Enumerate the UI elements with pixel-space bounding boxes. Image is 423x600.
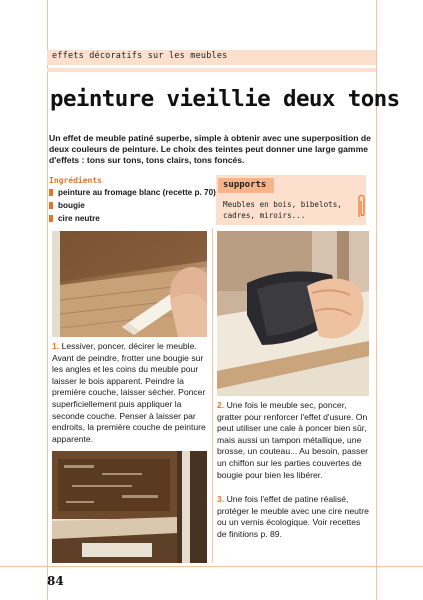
footer-guide — [0, 566, 423, 567]
ingredient-item: bougie — [49, 199, 216, 212]
supports-heading: supports — [223, 180, 267, 190]
intro-paragraph: Un effet de meuble patiné superbe, simple à obtenir avec une superposition de deux couleurs de peinture. Le choix des teintes peut donner une large gamme d'effets : tons sur tons, tons clairs, tons foncés. — [49, 133, 371, 166]
page-title: peinture vieillie deux tons — [50, 86, 400, 112]
bullet-square-icon — [49, 202, 53, 209]
section-label: effets décoratifs sur les meubles — [52, 51, 228, 61]
candle-rubbing-wood-photo — [52, 231, 207, 337]
section-band-thin — [47, 68, 376, 72]
page-number: 84 — [47, 574, 64, 588]
supports-text: Meubles en bois, bibelots, cadres, miroirs... — [223, 200, 342, 220]
bullet-square-icon — [49, 215, 53, 222]
ingredients-heading: Ingrédients — [49, 176, 102, 185]
column-divider — [212, 228, 213, 563]
ingredients-list — [49, 186, 216, 225]
step-3-text: 3. Une fois l'effet de patine réalisé, protéger le meuble avec une cire neutre ou un vernis écologique. Voir recettes de finitions p. 89. — [217, 494, 369, 539]
ingredient-item: peinture au fromage blanc (recette p. 70) — [49, 186, 216, 199]
margin-guide-left — [47, 0, 48, 600]
bullet-square-icon — [49, 189, 53, 196]
sanding-block-photo — [217, 231, 369, 396]
ingredient-item: cire neutre — [49, 212, 216, 225]
step-2-text: 2. Une fois le meuble sec, poncer, gratter pour renforcer l'effet d'usure. On peut utiliser une cale à poncer bien sûr, mais aussi un tampon métallique, une brosse, un couteau... Au besoin, passer un chiffon sur les parties couvertes de bougie pour bien les libérer. — [217, 400, 368, 480]
step-1-text: 1. Lessiver, poncer, décirer le meuble. Avant de peindre, frotter une bougie sur les angles et les coins du meuble pour laisser le bois apparent. Peindre la première couche, laisser sécher. Poncer superficiellement puis appliquer la seconde couche. Penser à laisser par endroits, la première couche de peinture apparente. — [52, 341, 206, 444]
painted-drawer-photo — [52, 451, 207, 563]
paperclip-icon — [356, 193, 366, 219]
